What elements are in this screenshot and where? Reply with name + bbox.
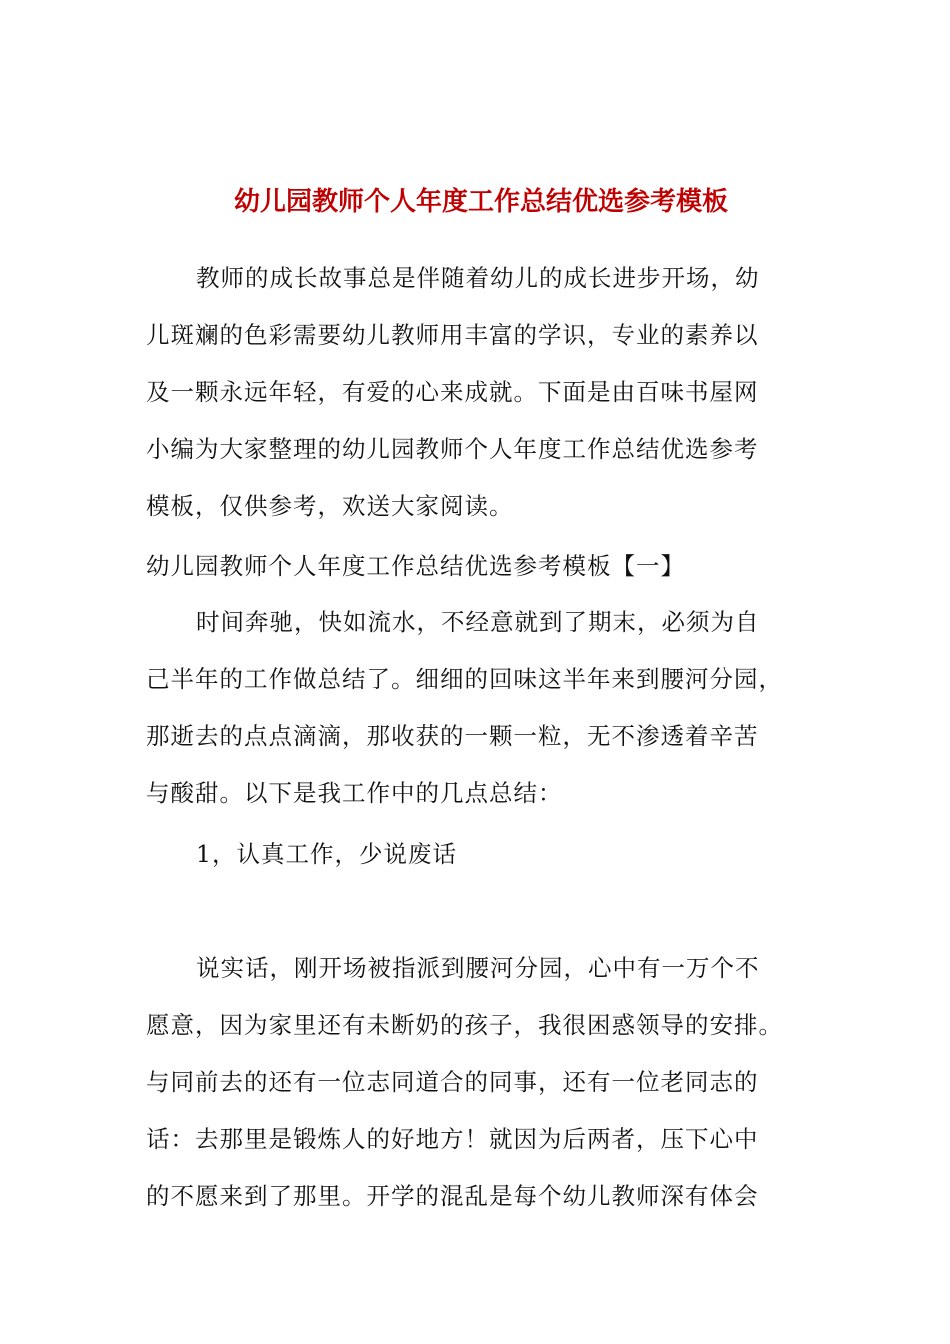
text-line: 时间奔驰，快如流水，不经意就到了期末，必须为自 (196, 608, 760, 636)
section1-paragraph (146, 594, 806, 822)
text-line: 与酸甜。以下是我工作中的几点总结： (146, 779, 563, 807)
text-line: 教师的成长故事总是伴随着幼儿的成长进步开场，幼 (196, 264, 760, 292)
text-line: 愿意，因为家里还有未断奶的孩子，我很困惑领导的安排。 (146, 1011, 783, 1039)
text-line: 小编为大家整理的幼儿园教师个人年度工作总结优选参考 (146, 435, 759, 463)
text-line: 模板，仅供参考，欢送大家阅读。 (146, 492, 514, 520)
item-heading: 1，认真工作，少说废话 (196, 840, 457, 868)
text-line: 与同前去的还有一位志同道合的同事，还有一位老同志的 (146, 1068, 759, 1096)
text-line: 及一颗永远年轻，有爱的心来成就。下面是由百味书屋网 (146, 378, 759, 406)
text-line: 的不愿来到了那里。开学的混乱是每个幼儿教师深有体会 (146, 1182, 759, 1210)
section-heading: 幼儿园教师个人年度工作总结优选参考模板【一】 (146, 552, 685, 580)
text-line: 那逝去的点点滴滴，那收获的一颗一粒，无不渗透着辛苦 (146, 722, 759, 750)
text-line: 儿斑斓的色彩需要幼儿教师用丰富的学识，专业的素养以 (146, 321, 759, 349)
intro-paragraph (146, 250, 806, 535)
document-title: 幼儿园教师个人年度工作总结优选参考模板 (234, 187, 729, 217)
text-line: 说实话，刚开场被指派到腰河分园，心中有一万个不 (196, 954, 760, 982)
text-line: 话：去那里是锻炼人的好地方！就因为后两者，压下心中 (146, 1125, 759, 1153)
item1-paragraph (146, 940, 806, 1225)
text-line: 己半年的工作做总结了。细细的回味这半年来到腰河分园， (146, 665, 783, 693)
